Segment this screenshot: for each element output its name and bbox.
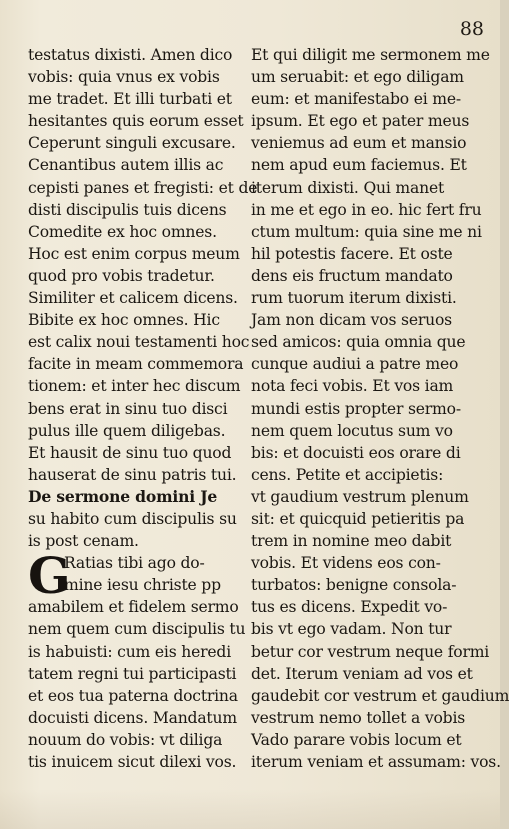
dropcap-letter: G <box>28 546 71 606</box>
text-line: nota feci vobis. Et vos iam <box>251 377 454 396</box>
text-line: tatem regni tui participasti <box>28 664 237 683</box>
text-line: Et hausit de sinu tuo quod <box>28 443 232 462</box>
text-line: nouum do vobis: vt diliga <box>28 730 223 749</box>
text-line: Et qui diligit me sermonem me <box>251 46 490 64</box>
text-line: Jam non dicam vos seruos <box>251 311 452 330</box>
text-line: iterum veniam et assumam: vos. <box>251 753 501 771</box>
text-line: det. Iterum veniam ad vos et <box>251 664 473 683</box>
text-line: me tradet. Et illi turbati et <box>28 90 232 109</box>
rubric-heading-line: De sermone domini Je <box>28 486 218 506</box>
text-line: Cenantibus autem illis ac <box>28 156 224 175</box>
dropcap-paragraph <box>28 546 246 773</box>
text-line: is post cenam. <box>28 532 139 551</box>
text-line: et eos tua paterna doctrina <box>28 686 238 705</box>
text-line: gaudebit cor vestrum et gaudium <box>251 686 509 705</box>
text-line: bis vt ego vadam. Non tur <box>251 620 452 639</box>
text-line: pulus ille quem diligebas. <box>28 421 226 440</box>
text-line: Bibite ex hoc omnes. Hic <box>28 311 220 330</box>
text-line: dens eis fructum mandato <box>251 266 453 285</box>
text-line: ctum multum: quia sine me ni <box>251 222 482 241</box>
page-bottom-shading <box>0 789 500 829</box>
text-line: bis: et docuisti eos orare di <box>251 443 461 462</box>
text-line: hil potestis facere. Et oste <box>251 244 453 263</box>
text-line: amabilem et fidelem sermo <box>28 598 239 617</box>
text-line: su habito cum discipulis su <box>28 509 237 528</box>
text-line: sit: et quicquid petieritis pa <box>251 509 465 528</box>
text-line: sed amicos: quia omnia que <box>251 333 466 352</box>
text-line: Similiter et calicem dicens. <box>28 289 238 308</box>
text-line: rum tuorum iterum dixisti. <box>251 289 457 308</box>
text-line: um seruabit: et ego diligam <box>251 68 464 87</box>
text-line: nem quem locutus sum vo <box>251 421 453 440</box>
text-line: betur cor vestrum neque formi <box>251 642 490 661</box>
text-line: vobis. Et videns eos con- <box>251 554 441 573</box>
text-line: Vado parare vobis locum et <box>251 730 462 749</box>
text-line: tionem: et inter hec discum <box>28 377 241 396</box>
left-column <box>28 44 258 773</box>
text-line: cunque audiui a patre meo <box>251 355 459 374</box>
text-line: trem in nomine meo dabit <box>251 532 452 551</box>
text-line: mundi estis propter sermo- <box>251 399 461 418</box>
text-line: hesitantes quis eorum esset <box>28 112 244 131</box>
text-line: est calix noui testamenti hoc <box>28 333 250 352</box>
text-line: iterum dixisti. Qui manet <box>251 178 445 197</box>
text-line: vt gaudium vestrum plenum <box>251 487 469 506</box>
text-line: cens. Petite et accipietis: <box>251 465 444 484</box>
text-line: Hoc est enim corpus meum <box>28 244 240 263</box>
text-line: docuisti dicens. Mandatum <box>28 708 237 727</box>
text-line: bens erat in sinu tuo disci <box>28 399 228 418</box>
text-line: hauserat de sinu patris tui. <box>28 465 237 484</box>
text-line: Ratias tibi ago do- <box>64 554 205 573</box>
right-column <box>251 44 509 773</box>
text-line: vobis: quia vnus ex vobis <box>28 68 220 87</box>
text-line: facite in meam commemora <box>28 355 244 374</box>
text-line: in me et ego in eo. hic fert fru <box>251 200 482 219</box>
text-line: turbatos: benigne consola- <box>251 576 457 595</box>
text-line: tis inuicem sicut dilexi vos. <box>28 753 237 771</box>
text-line: ipsum. Et ego et pater meus <box>251 112 470 131</box>
text-line: vestrum nemo tollet a vobis <box>251 708 466 727</box>
text-line: disti discipulis tuis dicens <box>28 200 227 219</box>
text-line: nem quem cum discipulis tu <box>28 620 246 639</box>
text-line: is habuisti: cum eis heredi <box>28 642 231 661</box>
text-line: veniemus ad eum et mansio <box>251 134 467 153</box>
text-line: tus es dicens. Expedit vo- <box>251 598 448 617</box>
text-line: quod pro vobis tradetur. <box>28 266 215 285</box>
page-number: 88 <box>459 18 484 40</box>
text-line: Comedite ex hoc omnes. <box>28 222 217 241</box>
text-line: eum: et manifestabo ei me- <box>251 90 461 109</box>
text-line: Ceperunt singuli excusare. <box>28 134 236 153</box>
text-line: testatus dixisti. Amen dico <box>28 46 233 64</box>
text-line: mine iesu christe pp <box>64 576 221 595</box>
text-line: cepisti panes et fregisti: et de <box>28 178 258 197</box>
text-line: nem apud eum faciemus. Et <box>251 156 467 175</box>
